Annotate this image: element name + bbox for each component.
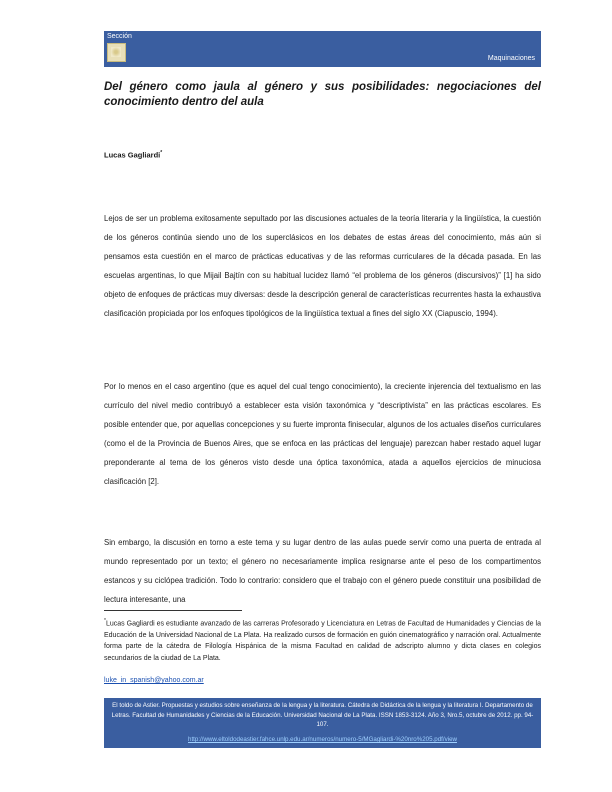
paragraph-2: Por lo menos en el caso argentino (que es aquel del cual tengo conocimiento), la creciente injerencia del textualismo en las currículo del nivel medio contribuyó a establecer esta visión taxonómica y “descriptivista” en las prácticas escolares. Es posible entender que, por aquellas concepciones y su fuerte impronta finisecular, algunos de los actuales diseños curriculares (como el de la Provincia de Buenos Aires, que se enfoca en las prácticas del lenguaje) parezcan haber restado aquel lugar preponderante al tema de los géneros visto desde una óptica taxonómica, atada a aquellos ejercicios de minuciosa clasificación [2]. [104, 382, 541, 486]
section-name: Maquinaciones [487, 55, 535, 62]
author-footnote-mark[interactable]: * [160, 150, 163, 156]
footnote-divider [104, 610, 242, 611]
footnote-mark: * [104, 618, 106, 624]
section-header-band [104, 31, 541, 67]
section-image-icon [107, 43, 126, 62]
citation-url-link[interactable]: http://www.eltoldodeastier.fahce.unlp.edu.ar/numeros/numero-5/MGagliardi-%20nro%205.pdf/view [188, 736, 457, 743]
paragraph-3: Sin embargo, la discusión en torno a este tema y su lugar dentro de las aulas puede servir como una puerta de entrada al mundo representado por un texto; el género no necesariamente implica resignarse ante el peso de los compartimentos estancos y su ciclópea tradición. Todo lo contrario: considero que el trabajo con el género puede constituir una posibilidad de lectura interesante, una [104, 538, 541, 604]
footnote [104, 616, 541, 664]
citation-text: El toldo de Astier. Propuestas y estudios sobre enseñanza de la lengua y la literatura. Cátedra de Didáctica de la lengua y la literatura I. Departamento de Letras. Facultad de Humanidades y Ciencias de la Educación. Universidad Nacional de La Plata. ISSN 1853-3124. Año 3, Nro.5, octubre de 2012. pp. 94-107. [111, 702, 534, 728]
author-line [104, 150, 162, 160]
section-label: Sección [107, 33, 132, 40]
article-title: Del género como jaula al género y sus posibilidades: negociaciones del conocimiento dentro del aula [104, 81, 541, 108]
footnote-text: Lucas Gagliardi es estudiante avanzado de las carreras Profesorado y Licenciatura en Letras de Facultad de Humanidades y Ciencias de la Educación de la Universidad Nacional de La Plata. Ha realizado cursos de formación en guión cinematográfico y narración oral. Actualmente forma parte de la cátedra de Filología Hispánica de la misma Facultad en calidad de adscripto alumno y dicta clases en colegios secundarios de la ciudad de La Plata. [104, 620, 541, 662]
citation-footer-band [104, 698, 541, 748]
author-name: Lucas Gagliardi [104, 150, 161, 160]
author-email-link[interactable]: luke_in_spanish@yahoo.com.ar [104, 677, 204, 684]
paragraph-1: Lejos de ser un problema exitosamente sepultado por las discusiones actuales de la teoría literaria y la lingüística, la cuestión de los géneros continúa siendo uno de los superclásicos en los debates de estas áreas del conocimiento, más aún si pensamos esta cuestión en el marco de prácticas educativas y de las reformas curriculares de la década pasada. En las escuelas argentinas, lo que Mijail Bajtín con su habitual lucidez llamó “el problema de los géneros (discursivos)” [1] ha sido objeto de enfoques de prácticas muy diversas: desde la descripción general de características recurrentes hasta la exhaustiva clasificación propiciada por los enfoques tipológicos de la lingüística textual a fines del siglo XX (Ciapuscio, 1994). [104, 214, 541, 318]
